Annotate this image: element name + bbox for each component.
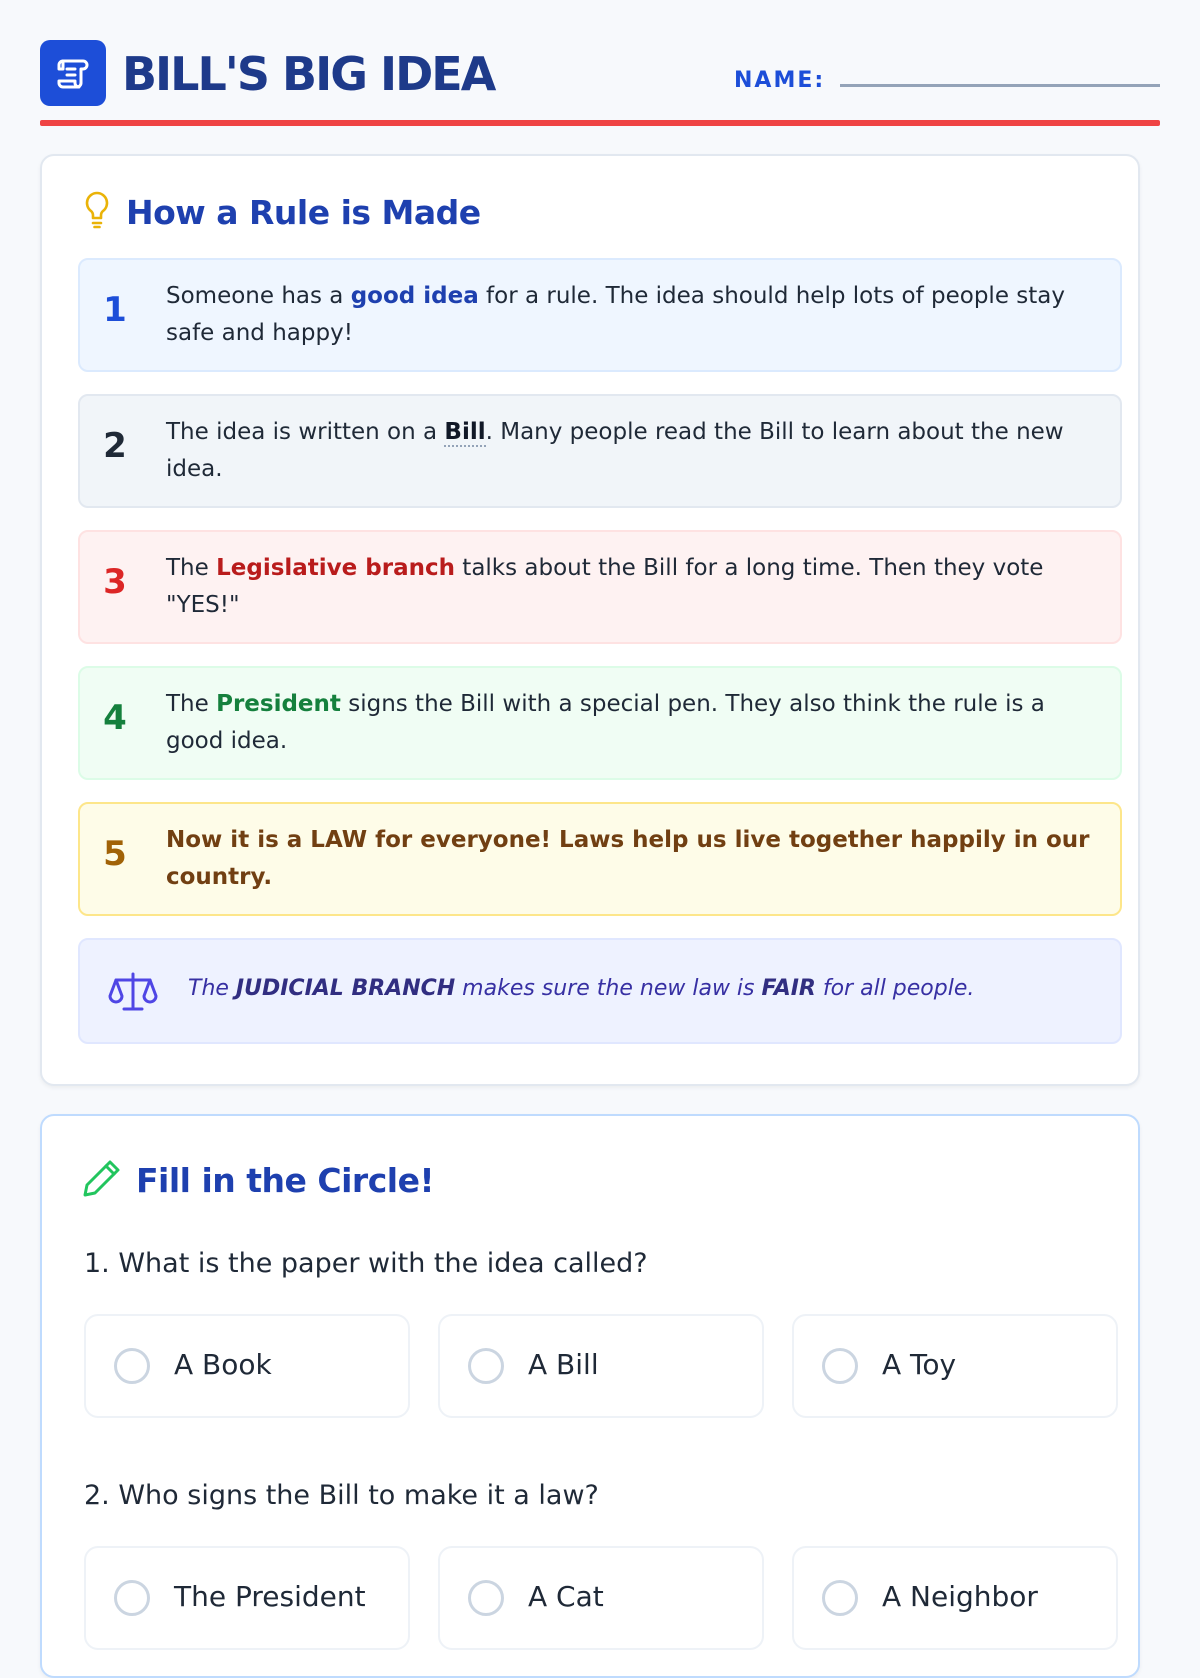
question-1: 1. What is the paper with the idea called? (84, 1248, 648, 1279)
step-keyword: Bill (444, 419, 486, 445)
step-keyword: President (216, 691, 341, 717)
step-3 (78, 530, 1122, 644)
step-text-part: for a rule. The idea should help lots of people stay safe and happy! (166, 283, 1065, 346)
answer-option[interactable] (792, 1546, 1118, 1650)
step-text (166, 550, 1096, 624)
answer-option[interactable] (438, 1314, 764, 1418)
step-text-part: The (166, 691, 217, 717)
step-4 (78, 666, 1122, 780)
page-title: BILL'S BIG IDEA (122, 47, 495, 101)
answer-label: A Book (174, 1348, 272, 1381)
question-2: 2. Who signs the Bill to make it a law? (84, 1480, 599, 1511)
radio-circle[interactable] (468, 1580, 504, 1616)
answer-option[interactable] (84, 1546, 410, 1650)
step-text: Now it is a LAW for everyone! Laws help us live together happily in our country. (166, 827, 1090, 890)
name-field[interactable] (840, 84, 1160, 87)
scroll-icon (40, 40, 106, 106)
step-keyword: good idea (350, 283, 479, 309)
quiz-card (40, 1114, 1140, 1678)
step-text-part: . Many people read the Bill to learn about the new idea. (166, 419, 1064, 482)
step-text (166, 414, 1096, 488)
lesson-card (40, 154, 1140, 1086)
step-number: 3 (103, 562, 127, 602)
step-number: 1 (103, 290, 127, 330)
answer-label: A Toy (882, 1348, 957, 1381)
step-1 (78, 258, 1122, 372)
radio-circle[interactable] (822, 1580, 858, 1616)
step-number: 4 (103, 698, 127, 738)
step-text (166, 278, 1096, 352)
judicial-text-part: The (188, 976, 236, 1001)
step-text-part: signs the Bill with a special pen. They also think the rule is a good idea. (166, 691, 1045, 754)
answer-option[interactable] (792, 1314, 1118, 1418)
header-divider (40, 120, 1160, 126)
answer-option[interactable] (438, 1546, 764, 1650)
answer-label: A Cat (528, 1580, 604, 1613)
judicial-note (78, 938, 1122, 1044)
radio-circle[interactable] (822, 1348, 858, 1384)
step-text-part: The (166, 555, 217, 581)
judicial-text (188, 976, 974, 1001)
step-text-part: talks about the Bill for a long time. Then they vote "YES!" (166, 555, 1044, 618)
radio-circle[interactable] (468, 1348, 504, 1384)
lesson-title: How a Rule is Made (126, 192, 481, 232)
step-text (166, 686, 1096, 760)
answer-label: A Neighbor (882, 1580, 1038, 1613)
answer-label: The President (174, 1580, 366, 1613)
quiz-title: Fill in the Circle! (136, 1160, 435, 1200)
answer-option[interactable] (84, 1314, 410, 1418)
header (40, 0, 1160, 128)
step-number: 5 (103, 834, 127, 874)
worksheet-page (40, 0, 1160, 1613)
radio-circle[interactable] (114, 1348, 150, 1384)
judicial-keyword: FAIR (761, 976, 816, 1001)
step-2 (78, 394, 1122, 508)
step-5 (78, 802, 1122, 916)
pencil-icon (82, 1158, 122, 1202)
lesson-heading (82, 190, 481, 234)
answer-label: A Bill (528, 1348, 599, 1381)
step-text-part: Someone has a (166, 283, 351, 309)
quiz-heading (82, 1158, 434, 1202)
scales-icon (108, 970, 158, 1018)
step-number: 2 (103, 426, 127, 466)
step-text-part: The idea is written on a (166, 419, 445, 445)
name-label: NAME: (734, 68, 826, 93)
judicial-text-part: makes sure the new law is (455, 976, 762, 1001)
step-keyword: Legislative branch (216, 555, 455, 581)
lightbulb-icon (82, 190, 112, 234)
judicial-keyword: JUDICIAL BRANCH (235, 976, 456, 1001)
radio-circle[interactable] (114, 1580, 150, 1616)
judicial-text-part: for all people. (815, 976, 975, 1001)
